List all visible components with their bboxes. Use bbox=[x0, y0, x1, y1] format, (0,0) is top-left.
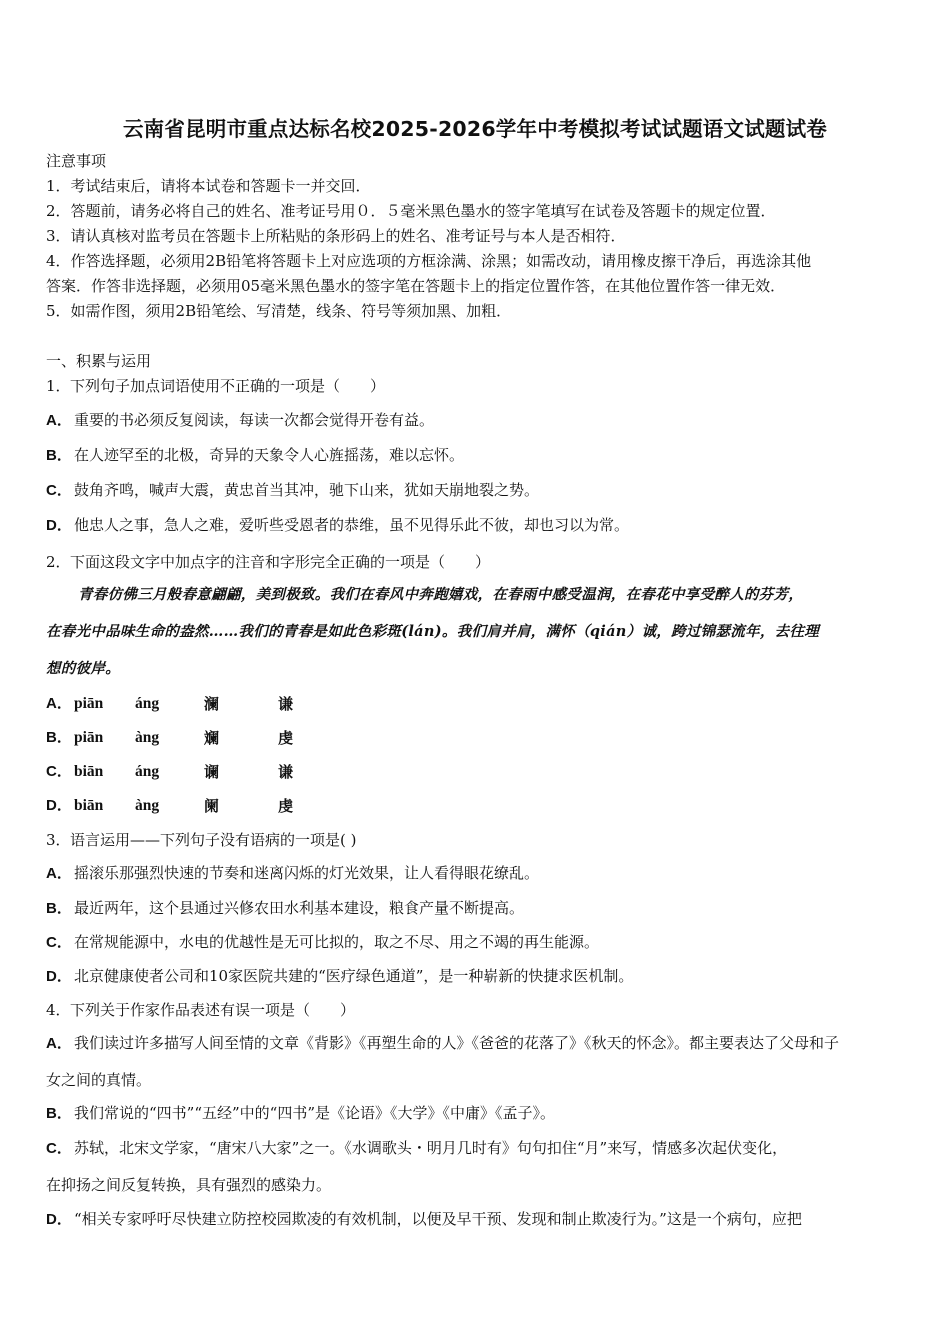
q4-option-d bbox=[46, 1210, 914, 1229]
option-text: 在人迹罕至的北极，奇异的天象令人心旌摇荡，难以忘怀。 bbox=[74, 446, 465, 464]
character-2: 虔 bbox=[278, 729, 294, 747]
pinyin-2: áng bbox=[135, 763, 160, 780]
character-1: 阑 bbox=[204, 797, 220, 815]
option-label: B． bbox=[46, 900, 72, 917]
option-label: B． bbox=[46, 1105, 72, 1122]
q4-option-c-continuation: 在抑扬之间反复转换，具有强烈的感染力。 bbox=[46, 1176, 332, 1194]
question-number: 2． bbox=[46, 553, 71, 571]
question-text: 下面这段文字中加点字的注音和字形完全正确的一项是（ ） bbox=[70, 553, 491, 571]
option-label: B． bbox=[46, 729, 72, 746]
q1-option-d bbox=[46, 516, 914, 535]
question-1-stem bbox=[46, 377, 914, 395]
character-2: 虔 bbox=[278, 797, 294, 815]
option-label: C． bbox=[46, 934, 72, 951]
section-heading: 一、积累与运用 bbox=[46, 352, 152, 370]
option-text: 摇滚乐那强烈快速的节奏和迷离闪烁的灯光效果，让人看得眼花缭乱。 bbox=[74, 864, 540, 882]
question-2-stem bbox=[46, 553, 914, 571]
question-number: 3． bbox=[46, 831, 71, 849]
pinyin-1: piān bbox=[74, 729, 104, 746]
option-text: 在常规能源中，水电的优越性是无可比拟的，取之不尽、用之不竭的再生能源。 bbox=[74, 933, 600, 951]
q1-option-a bbox=[46, 411, 914, 430]
page-title: 云南省昆明市重点达标名校2025-2026学年中考模拟考试试题语文试题试卷 bbox=[122, 117, 828, 141]
option-label: D． bbox=[46, 1211, 72, 1228]
q3-option-a bbox=[46, 864, 914, 883]
passage-line: 想的彼岸。 bbox=[46, 660, 120, 677]
option-label: A． bbox=[46, 695, 72, 712]
pinyin-2: áng bbox=[135, 695, 160, 712]
character-1: 谰 bbox=[204, 763, 220, 781]
pinyin-1: biān bbox=[74, 797, 104, 814]
notice-item: 3．请认真核对监考员在答题卡上所粘贴的条形码上的姓名、准考证号与本人是否相符． bbox=[46, 227, 626, 245]
option-text: 重要的书必须反复阅读，每读一次都会觉得开卷有益。 bbox=[74, 411, 435, 429]
question-text: 下列关于作家作品表述有误一项是（ ） bbox=[70, 1001, 356, 1019]
option-label: A． bbox=[46, 412, 72, 429]
q2-option-c bbox=[46, 763, 914, 783]
option-text: 苏轼，北宋文学家，“唐宋八大家”之一。《水调歌头・明月几时有》句句扣住“月”来写，情感多次起伏变化， bbox=[74, 1139, 788, 1157]
option-label: C． bbox=[46, 763, 72, 780]
option-text: 最近两年，这个县通过兴修农田水利基本建设，粮食产量不断提高。 bbox=[74, 899, 525, 917]
question-text: 下列句子加点词语使用不正确的一项是（ ） bbox=[70, 377, 386, 395]
option-text: 北京健康使者公司和10家医院共建的“医疗绿色通道”，是一种崭新的快捷求医机制。 bbox=[74, 967, 634, 985]
question-number: 4． bbox=[46, 1001, 71, 1019]
option-label: A． bbox=[46, 1035, 72, 1052]
passage-line: 青春仿佛三月般春意翩翩，美到极致。我们在春风中奔跑嬉戏，在春雨中感受温润，在春花中享受醉人的芬芳， bbox=[78, 586, 804, 603]
character-1: 澜 bbox=[204, 695, 220, 713]
q3-option-d bbox=[46, 967, 914, 986]
question-text: 语言运用——下列句子没有语病的一项是( ) bbox=[70, 831, 357, 849]
q2-option-d bbox=[46, 797, 914, 817]
option-label: D． bbox=[46, 797, 72, 814]
q3-option-c bbox=[46, 933, 914, 952]
q3-option-b bbox=[46, 899, 914, 918]
pinyin-1: biān bbox=[74, 763, 104, 780]
q4-option-a-continuation: 女之间的真情。 bbox=[46, 1071, 152, 1089]
notice-item: 1．考试结束后，请将本试卷和答题卡一并交回． bbox=[46, 177, 371, 195]
option-label: C． bbox=[46, 1140, 72, 1157]
notice-item: 4．作答选择题，必须用2B铅笔将答题卡上对应选项的方框涂满、涂黑；如需改动，请用橡皮擦干净后，再选涂其他 bbox=[46, 252, 812, 270]
option-text: 我们常说的“四书”“五经”中的“四书”是《论语》《大学》《中庸》《孟子》。 bbox=[74, 1104, 556, 1122]
pinyin-2: àng bbox=[135, 729, 160, 746]
q4-option-a bbox=[46, 1034, 914, 1053]
notice-item: 5．如需作图，须用2B铅笔绘、写清楚，线条、符号等须加黑、加粗． bbox=[46, 302, 512, 320]
passage-line: 在春光中品味生命的盎然……我们的青春是如此色彩斑(lán)。我们肩并肩，满怀（qián）诚，跨过锦瑟流年，去往理 bbox=[46, 623, 820, 640]
option-label: B． bbox=[46, 447, 72, 464]
q2-option-a bbox=[46, 695, 914, 715]
notice-heading: 注意事项 bbox=[46, 152, 107, 170]
option-label: A． bbox=[46, 865, 72, 882]
q4-option-b bbox=[46, 1104, 914, 1123]
pinyin-1: piān bbox=[74, 695, 104, 712]
option-label: C． bbox=[46, 482, 72, 499]
q1-option-b bbox=[46, 446, 914, 465]
character-1: 斓 bbox=[204, 729, 220, 747]
character-2: 谦 bbox=[278, 763, 294, 781]
notice-item: 2．答题前，请务必将自己的姓名、准考证号用０．５毫米黑色墨水的签字笔填写在试卷及答题卡的规定位置． bbox=[46, 202, 776, 220]
q2-option-b bbox=[46, 729, 914, 749]
option-label: D． bbox=[46, 517, 72, 534]
question-4-stem bbox=[46, 1001, 914, 1019]
notice-item: 答案．作答非选择题，必须用05毫米黑色墨水的签字笔在答题卡上的指定位置作答，在其他位置作答一律无效． bbox=[46, 277, 786, 295]
option-label: D． bbox=[46, 968, 72, 985]
question-number: 1． bbox=[46, 377, 71, 395]
question-3-stem bbox=[46, 831, 914, 849]
option-text: “相关专家呼吁尽快建立防控校园欺凌的有效机制，以便及早干预、发现和制止欺凌行为。”这是一个病句，应把 bbox=[74, 1210, 802, 1228]
option-text: 他忠人之事，急人之难，爱听些受恩者的恭维，虽不见得乐此不彼，却也习以为常。 bbox=[74, 516, 630, 534]
q1-option-c bbox=[46, 481, 914, 500]
option-text: 我们读过许多描写人间至情的文章《背影》《再塑生命的人》《爸爸的花落了》《秋天的怀念》。都主要表达了父母和子 bbox=[74, 1034, 840, 1052]
option-text: 鼓角齐鸣，喊声大震，黄忠首当其冲，驰下山来，犹如天崩地裂之势。 bbox=[74, 481, 540, 499]
pinyin-2: àng bbox=[135, 797, 160, 814]
q4-option-c bbox=[46, 1139, 914, 1158]
character-2: 谦 bbox=[278, 695, 294, 713]
